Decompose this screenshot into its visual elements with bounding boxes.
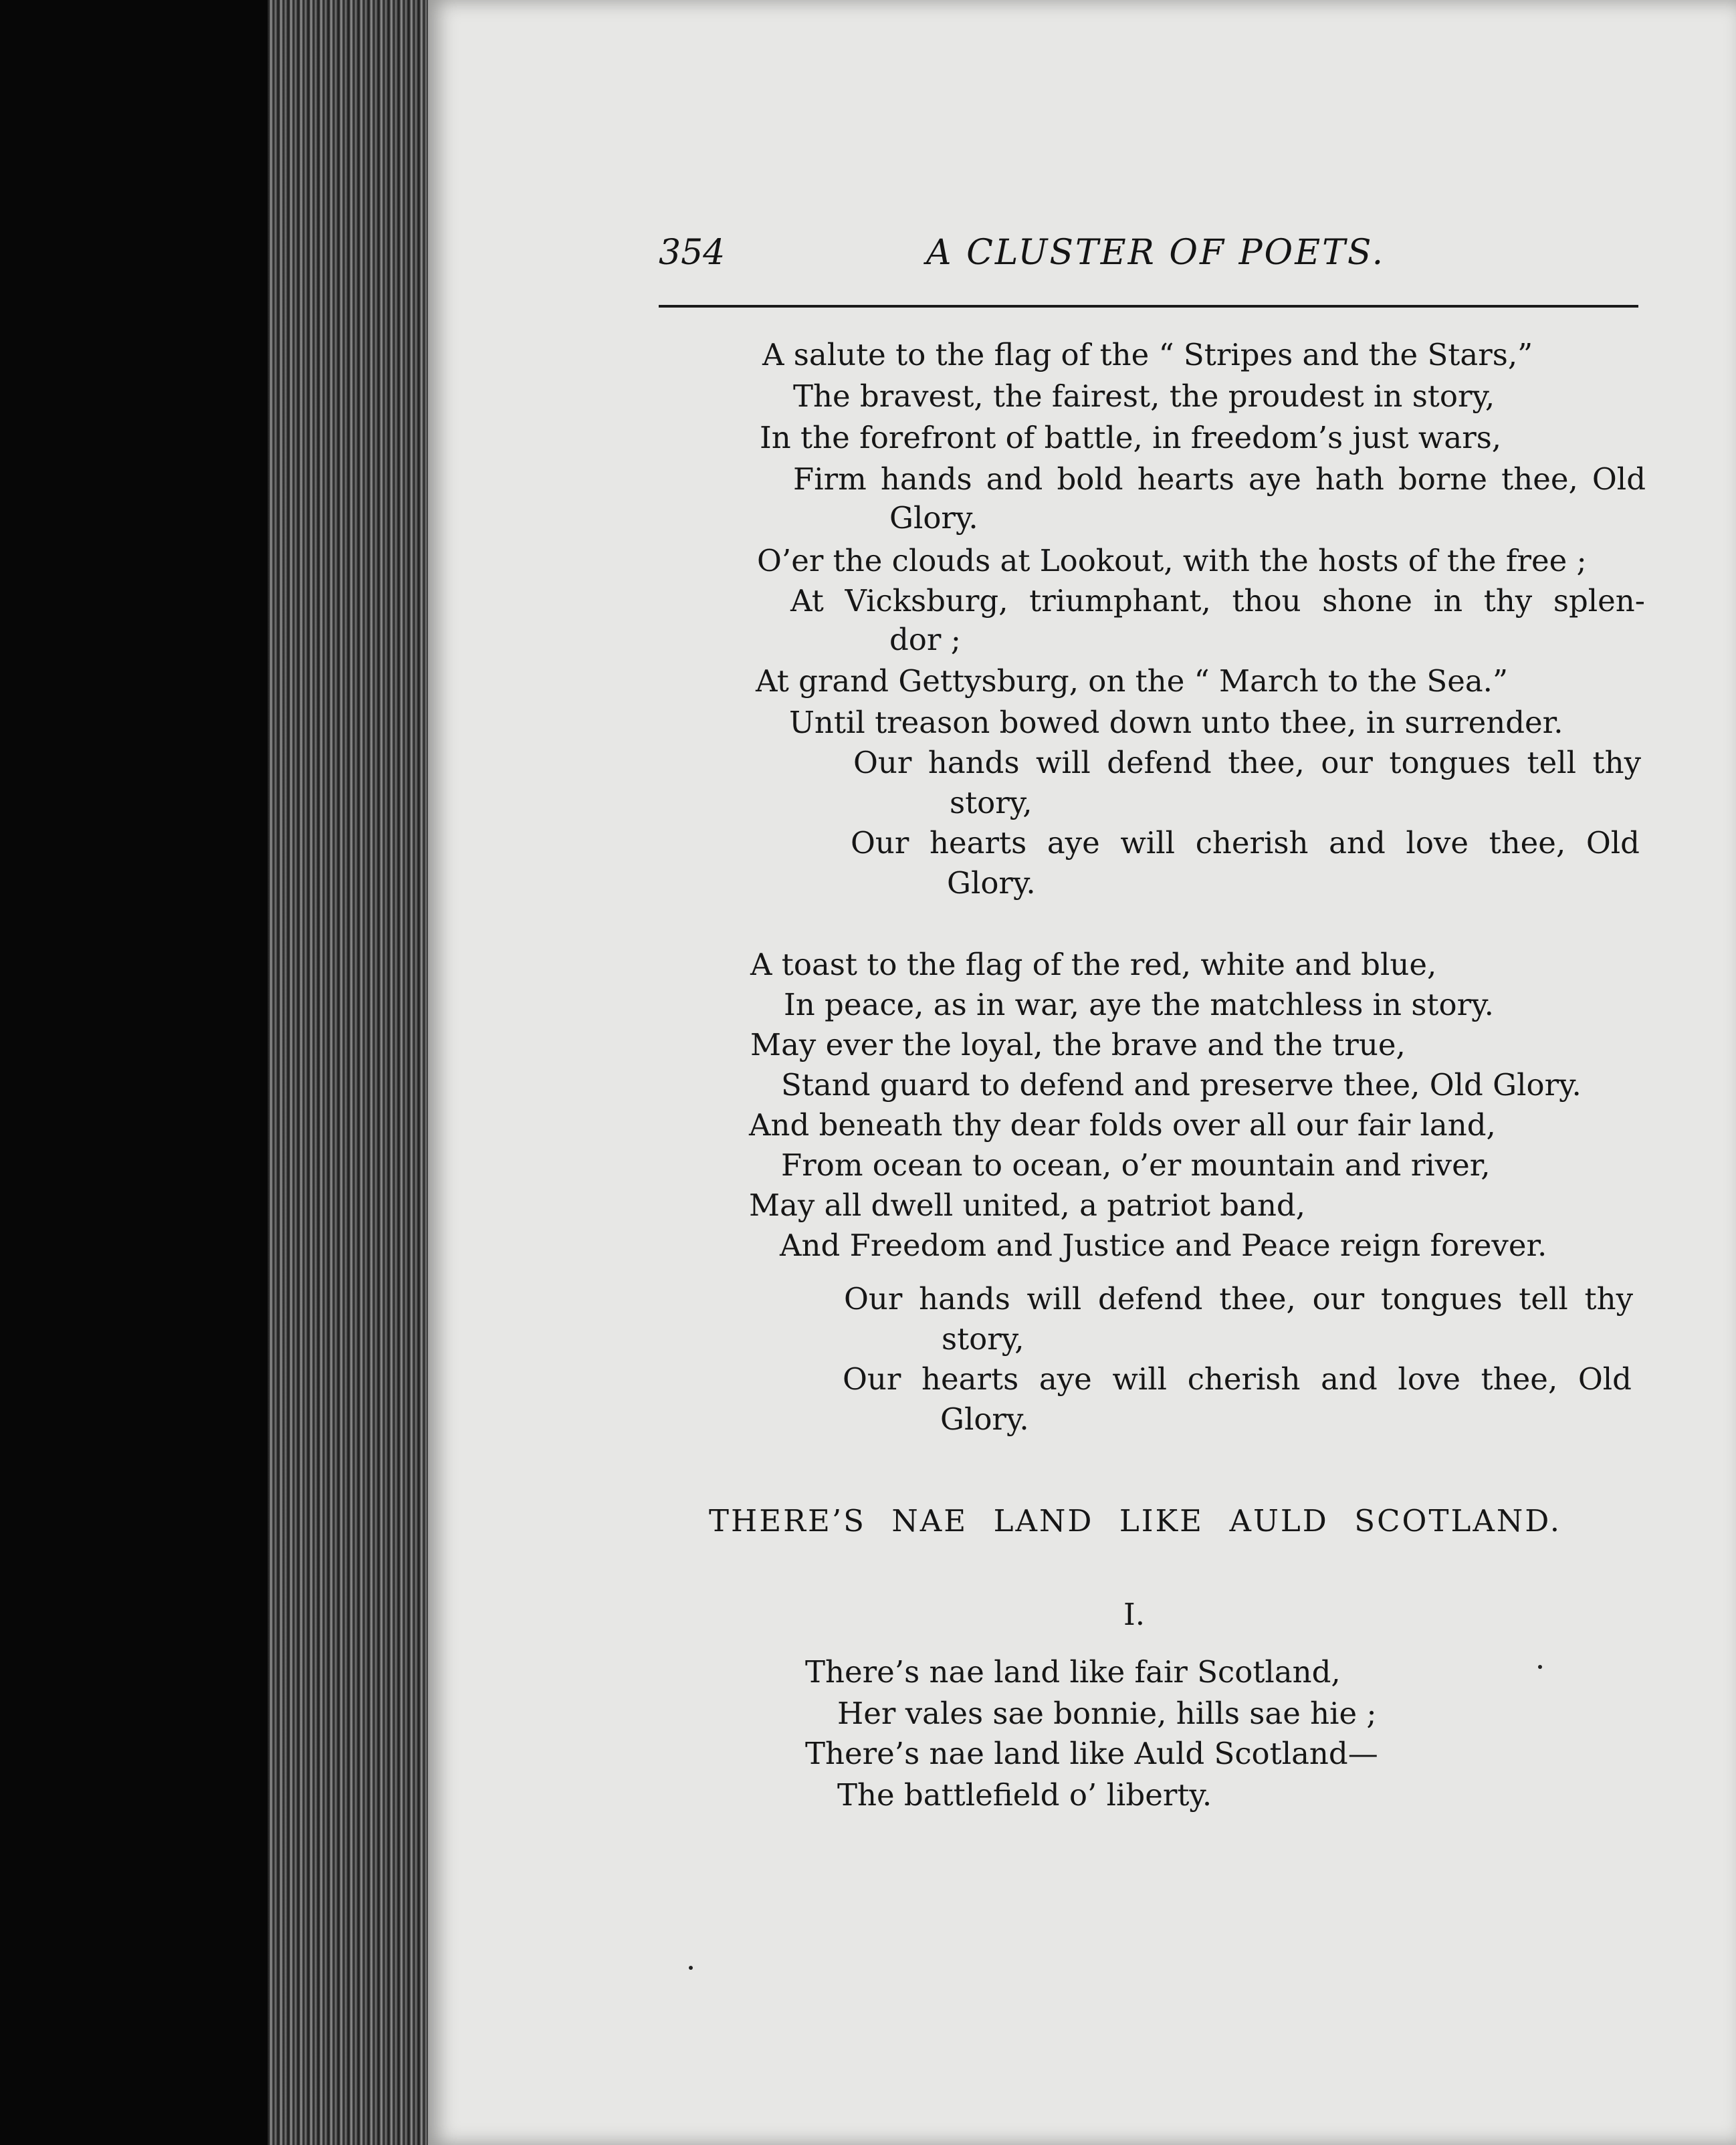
poem-line: There’s nae land like Auld Scotland—	[805, 1736, 1378, 1771]
poem-line: Our hands will defend thee, our tongues tell thy	[853, 745, 1641, 780]
poem-line: story,	[942, 1321, 1024, 1357]
poem-line: story,	[950, 785, 1033, 820]
poem-line: Firm hands and bold hearts aye hath borne thee, Old	[793, 461, 1646, 497]
poem-line: At grand Gettysburg, on the “ March to the Sea.”	[756, 663, 1508, 699]
running-title: A CLUSTER OF POETS.	[926, 233, 1386, 273]
poem-line: May ever the loyal, the brave and the true,	[750, 1027, 1406, 1062]
poem-line: And Freedom and Justice and Peace reign forever.	[780, 1228, 1547, 1263]
poem-line: Her vales sae bonnie, hills sae hie ;	[837, 1696, 1377, 1731]
header-rule	[659, 305, 1638, 308]
poem-line: The bravest, the fairest, the proudest in story,	[793, 378, 1495, 414]
poem-line: Glory.	[940, 1401, 1029, 1437]
poem-line: The battlefield o’ liberty.	[837, 1777, 1212, 1813]
poem-line: A toast to the flag of the red, white and blue,	[750, 947, 1437, 982]
poem-line: Until treason bowed down unto thee, in surrender.	[789, 705, 1563, 740]
paper-speck	[1538, 1665, 1542, 1669]
poem-line: Our hearts aye will cherish and love thee, Old	[843, 1361, 1632, 1397]
poem-line: O’er the clouds at Lookout, with the hosts of the free ;	[757, 543, 1587, 578]
paper-speck	[689, 1966, 693, 1970]
poem-line: Glory.	[889, 500, 978, 536]
section-numeral: I.	[1123, 1597, 1146, 1632]
poem-line: Stand guard to defend and preserve thee, Old Glory.	[781, 1067, 1582, 1103]
poem-line: Our hearts aye will cherish and love thee, Old	[851, 825, 1640, 861]
poem-title: THERE’S NAE LAND LIKE AULD SCOTLAND.	[709, 1503, 1561, 1539]
poem-line: From ocean to ocean, o’er mountain and river,	[781, 1147, 1491, 1183]
poem-line: In peace, as in war, aye the matchless in story.	[784, 987, 1494, 1022]
page-number: 354	[659, 233, 726, 273]
poem-line: At Vicksburg, triumphant, thou shone in thy splen-	[790, 583, 1645, 618]
poem-line: dor ;	[889, 622, 961, 657]
poem-line: A salute to the flag of the “ Stripes and the Stars,”	[762, 337, 1533, 372]
running-header	[659, 233, 1638, 279]
poem-line: There’s nae land like fair Scotland,	[805, 1654, 1341, 1690]
poem-line: And beneath thy dear folds over all our fair land,	[749, 1107, 1496, 1143]
poem-line: Our hands will defend thee, our tongues tell thy	[844, 1281, 1633, 1317]
poem-line: In the forefront of battle, in freedom’s just wars,	[760, 420, 1502, 455]
poem-line: Glory.	[947, 865, 1036, 901]
book-page-edges	[267, 0, 435, 2145]
poem-line: May all dwell united, a patriot band,	[749, 1188, 1306, 1223]
